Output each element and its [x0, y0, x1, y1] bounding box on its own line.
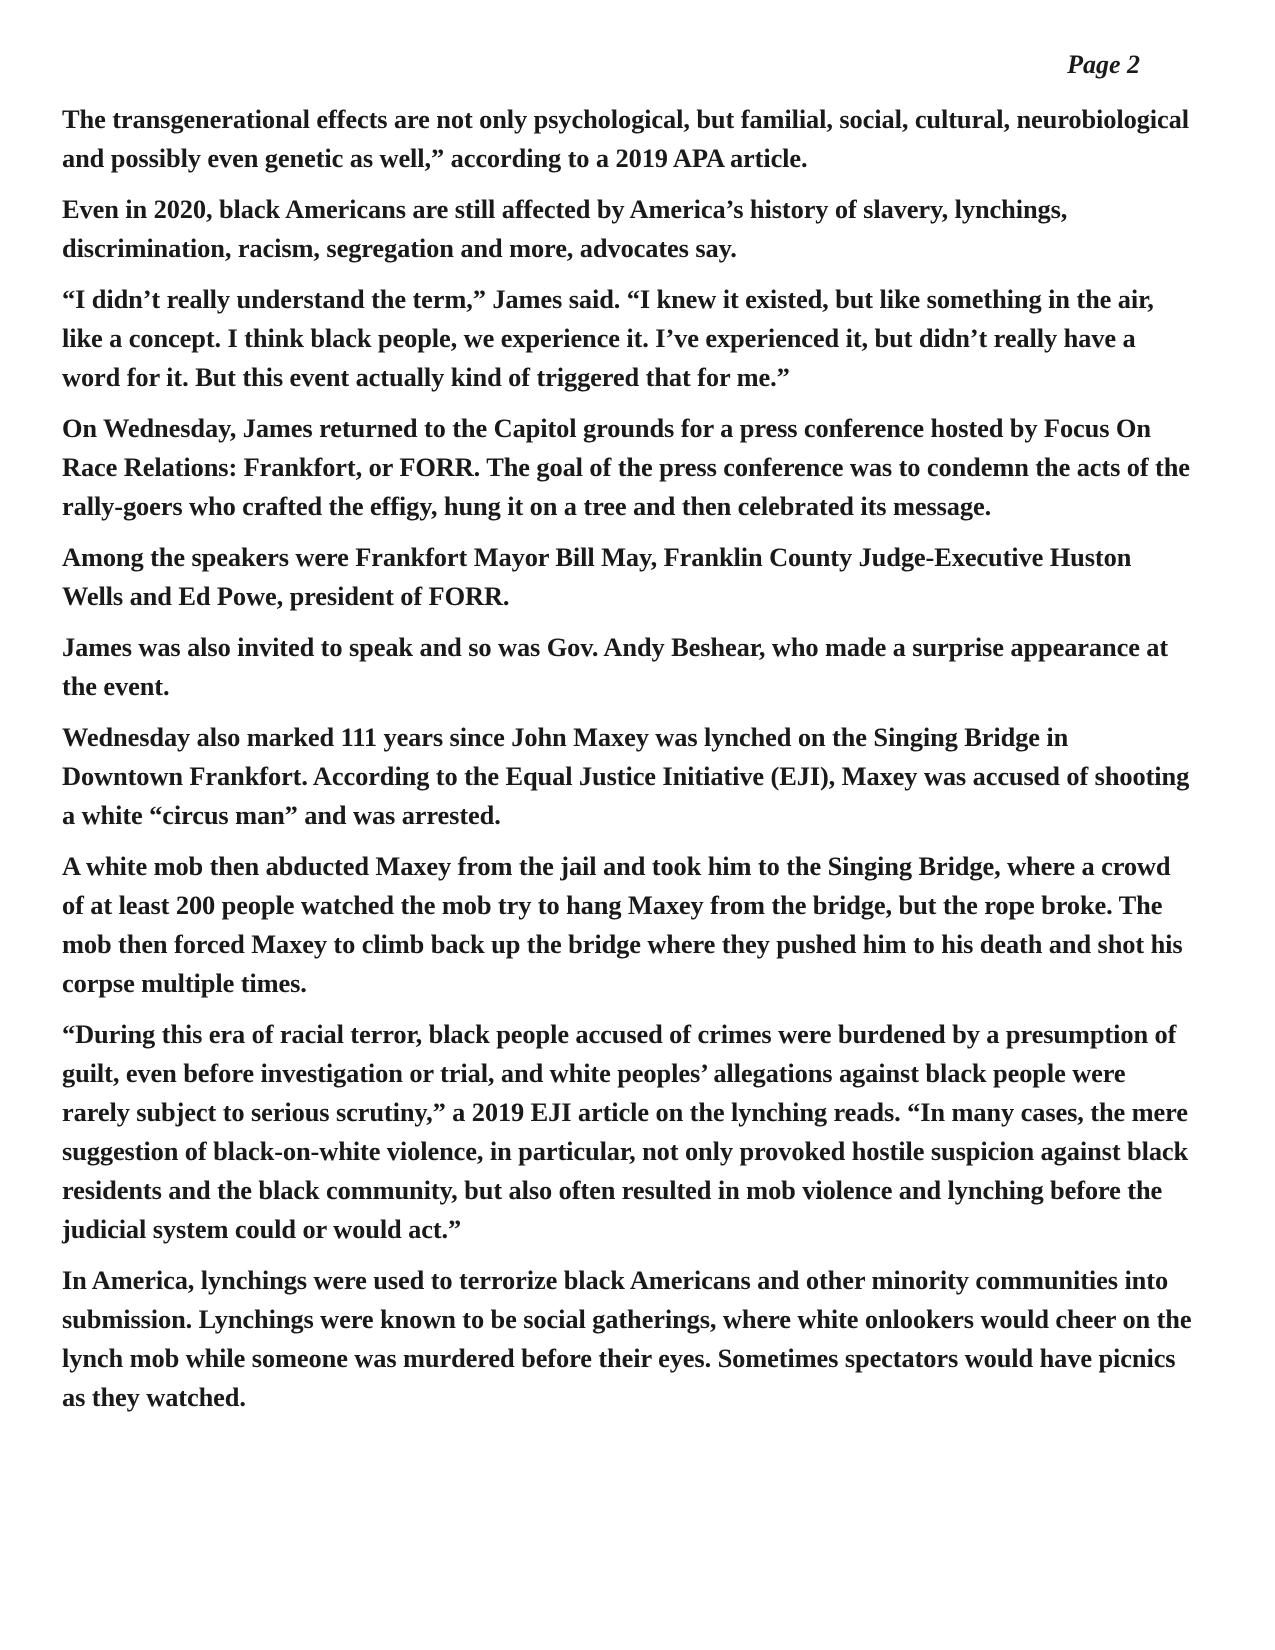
paragraph: The transgenerational effects are not only psychological, but familial, social, cultural, neurobiological and possibly even genetic as well,” according to a 2019 APA article.: [62, 104, 1189, 173]
page-number: Page 2: [1067, 50, 1140, 79]
article-body: [62, 100, 1192, 1429]
paragraph: “During this era of racial terror, black people accused of crimes were burdened by a presumption of guilt, even before investigation or trial, and white peoples’ allegations against black people were rarely subject to serious scrutiny,” a 2019 EJI article on the lynching reads. “In many cases, the mere suggestion of black-on-white violence, in particular, not only provoked hostile suspicion against black residents and the black community, but also often resulted in mob violence and lynching before the judicial system could or would act.”: [62, 1019, 1189, 1244]
paragraph: In America, lynchings were used to terrorize black Americans and other minority communities into submission. Lynchings were known to be social gatherings, where white onlookers would cheer on the lynch mob while someone was murdered before their eyes. Sometimes spectators would have picnics as they watched.: [62, 1265, 1192, 1412]
paragraph: Even in 2020, black Americans are still affected by America’s history of slavery, lynchings, discrimination, racism, segregation and more, advocates say.: [62, 194, 1068, 263]
paragraph: Among the speakers were Frankfort Mayor Bill May, Franklin County Judge-Executive Huston Wells and Ed Powe, president of FORR.: [62, 542, 1132, 611]
paragraph: James was also invited to speak and so was Gov. Andy Beshear, who made a surprise appearance at the event.: [62, 632, 1169, 701]
paragraph: A white mob then abducted Maxey from the jail and took him to the Singing Bridge, where a crowd of at least 200 people watched the mob try to hang Maxey from the bridge, but the rope broke. The mob then forced Maxey to climb back up the bridge where they pushed him to his death and shot his corpse multiple times.: [62, 851, 1183, 998]
paragraph: “I didn’t really understand the term,” James said. “I knew it existed, but like something in the air, like a concept. I think black people, we experience it. I’ve experienced it, but didn’t really have a word for it. But this event actually kind of triggered that for me.”: [62, 284, 1154, 392]
paragraph: Wednesday also marked 111 years since John Maxey was lynched on the Singing Bridge in Downtown Frankfort. According to the Equal Justice Initiative (EJI), Maxey was accused of shooting a white “circus man” and was arrested.: [62, 722, 1190, 830]
paragraph: On Wednesday, James returned to the Capitol grounds for a press conference hosted by Focus On Race Relations: Frankfort, or FORR. The goal of the press conference was to condemn the acts of the rally-goers who crafted the effigy, hung it on a tree and then celebrated its message.: [62, 413, 1190, 521]
